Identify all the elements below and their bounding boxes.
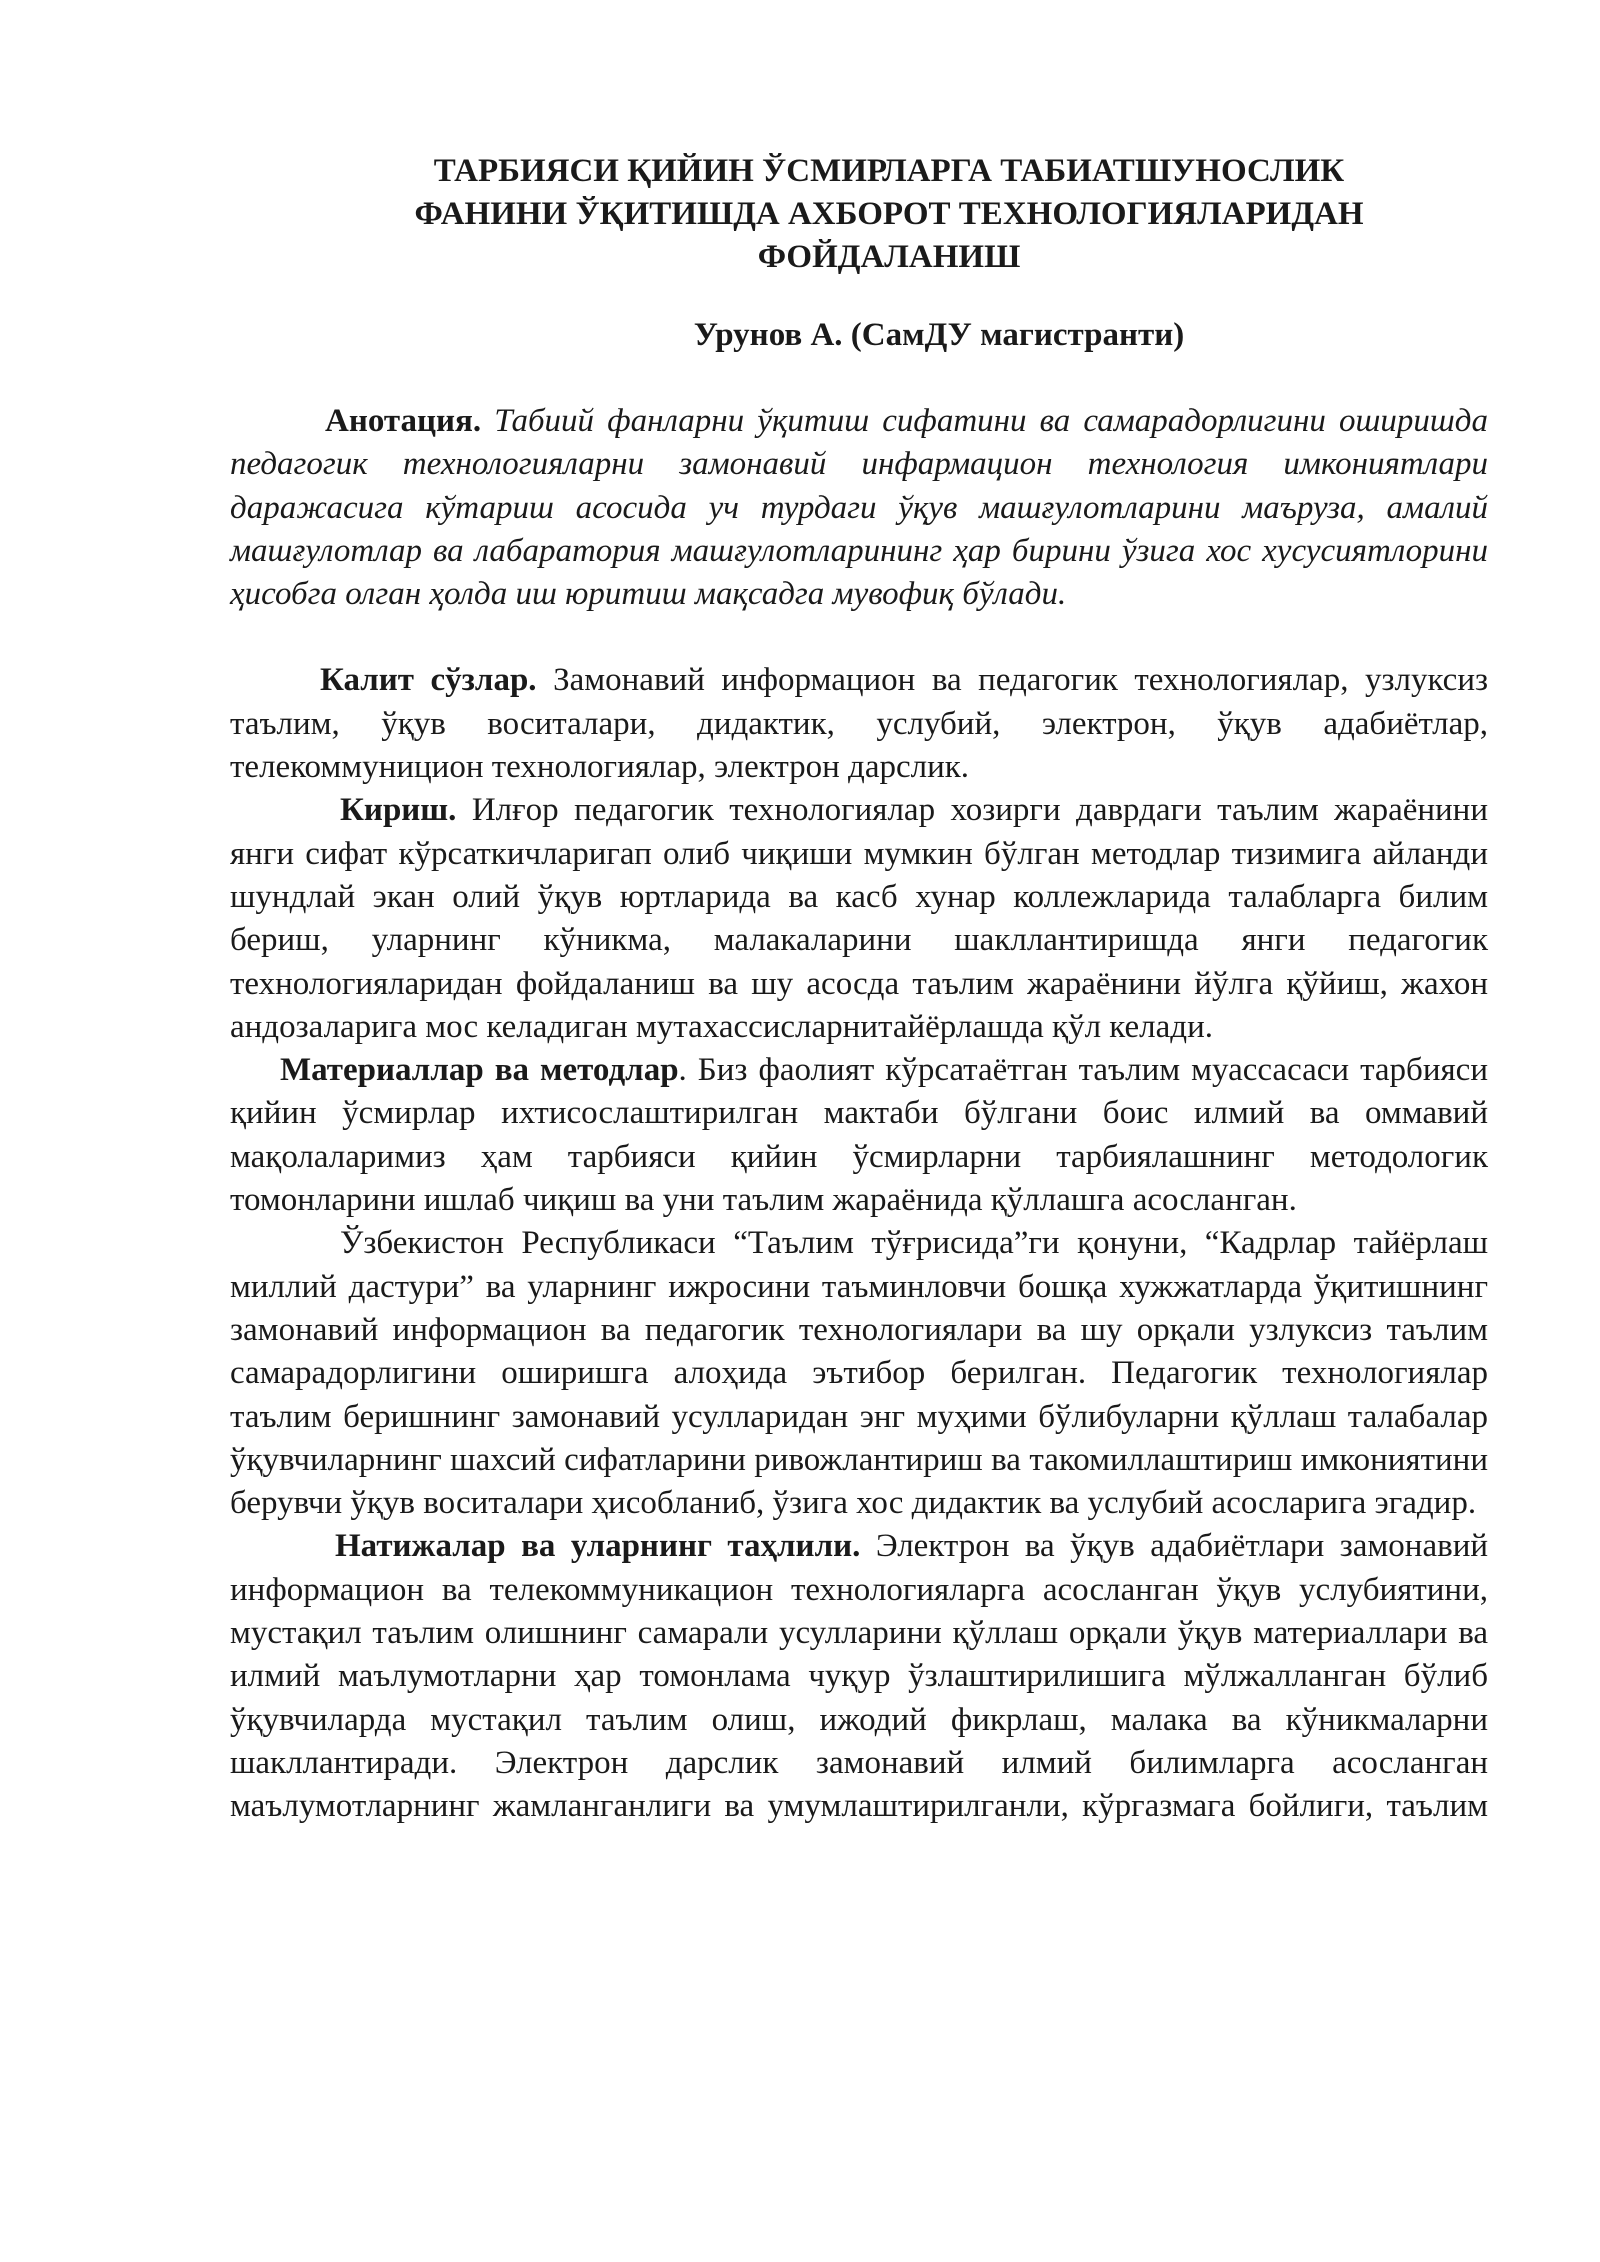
materials-text: . Биз фаолият кўрсатаётган таълим муассасаси тарбияси қийин ўсмирлар ихтисослаштирилган мактаби бўлгани боис илмий ва оммавий мақолаларимиз ҳам тарбияси қийин ўсмирларни тарбиялашнинг методологик томонларини ишлаб чиқиш ва уни таълим жараёнида қўллашга асосланган. bbox=[230, 1052, 1488, 1219]
results-label: Натижалар ва уларнинг таҳлили. bbox=[335, 1528, 861, 1565]
annotation-label: Анотация. bbox=[325, 403, 482, 439]
title-line-2: ФАНИНИ ЎҚИТИШДА АХБОРОТ ТЕХНОЛОГИЯЛАРИДАН bbox=[414, 196, 1364, 232]
keywords-label: Калит сўзлар. bbox=[320, 662, 537, 699]
materials-paragraph bbox=[230, 1049, 1488, 1222]
annotation-paragraph bbox=[230, 400, 1488, 616]
title-line-3: ФОЙДАЛАНИШ bbox=[757, 239, 1021, 275]
document-title bbox=[230, 150, 1488, 279]
body-paragraph: Ўзбекистон Республикаси “Таълим тўғрисида”ги қонуни, “Кадрлар тайёрлаш миллий дастури” ва уларнинг ижросини таъминловчи бошқа хужжатларда ўқитишнинг замонавий информацион ва педагогик технологиялари ва шу орқали узлуксиз таълим самарадорлигини оширишга алоҳида эътибор берилган. Педагогик технологиялар таълим беришнинг замонавий усулларидан энг муҳими бўлибуларни қўллаш талабалар ўқувчиларнинг шахсий сифатларини ривожлантириш ва такомиллаштириш имкониятини берувчи ўқув воситалари ҳисобланиб, ўзига хос дидактик ва услубий асосларига эгадир. bbox=[230, 1225, 1488, 1522]
results-paragraph bbox=[230, 1525, 1488, 1828]
intro-label: Кириш. bbox=[340, 792, 457, 829]
intro-paragraph bbox=[230, 789, 1488, 1049]
title-line-1: ТАРБИЯСИ ҚИЙИН ЎСМИРЛАРГА ТАБИАТШУНОСЛИК bbox=[433, 153, 1345, 189]
keywords-text: Замонавий информацион ва педагогик технологиялар, узлуксиз таълим, ўқув воситалари, дидактик, услубий, электрон, ўқув адабиётлар, телекоммуницион технологиялар, электрон дарслик. bbox=[230, 662, 1489, 786]
keywords-paragraph bbox=[230, 659, 1488, 789]
author-line: Урунов А. (СамДУ магистранти) bbox=[693, 317, 1185, 353]
document-page bbox=[230, 150, 1488, 1829]
annotation-text: Табиий фанларни ўқитиш сифатини ва самарадорлигини оширишда педагогик технологияларни замонавий инфармацион технология имкониятлари даражасига кўтариш асосида уч турдаги ўқув машғулотларини маъруза, амалий машғулотлар ва лабаратория машғулотларининг ҳар бирини ўзига хос хусусиятлорини ҳисобга олган ҳолда иш юритиш мақсадга мувофиқ бўлади. bbox=[230, 403, 1488, 613]
materials-label: Материаллар ва методлар bbox=[280, 1052, 679, 1089]
intro-text: Илғор педагогик технологиялар хозирги даврдаги таълим жараёнини янги сифат кўрсаткичларигап олиб чиқиши мумкин бўлган методлар тизимига айланди шундлай экан олий ўқув юртларида ва касб хунар коллежларида талабларга билим бериш, уларнинг кўникма, малакаларини шакллантиришда янги педагогик технологияларидан фойдаланиш ва шу асосда таълим жараёнини йўлга қўйиш, жахон андозаларига мос келадиган мутахассисларнитайёрлашда қўл келади. bbox=[230, 792, 1488, 1045]
results-text: Электрон ва ўқув адабиётлари замонавий информацион ва телекоммуникацион технологияларга асосланган ўқув услубиятини, мустақил таълим олишнинг самарали усулларини қўллаш орқали ўқув материаллари ва илмий маълумотларни ҳар томонлама чуқур ўзлаштирилишига мўлжалланган бўлиб ўқувчиларда мустақил таълим олиш, ижодий фикрлаш, малака ва кўникмаларни шакллантиради. Электрон дарслик замонавий илмий билимларга асосланган маълумотларнинг жамланганлиги ва умумлаштирилганли, кўргазмага бойлиги, таълим bbox=[230, 1528, 1489, 1825]
